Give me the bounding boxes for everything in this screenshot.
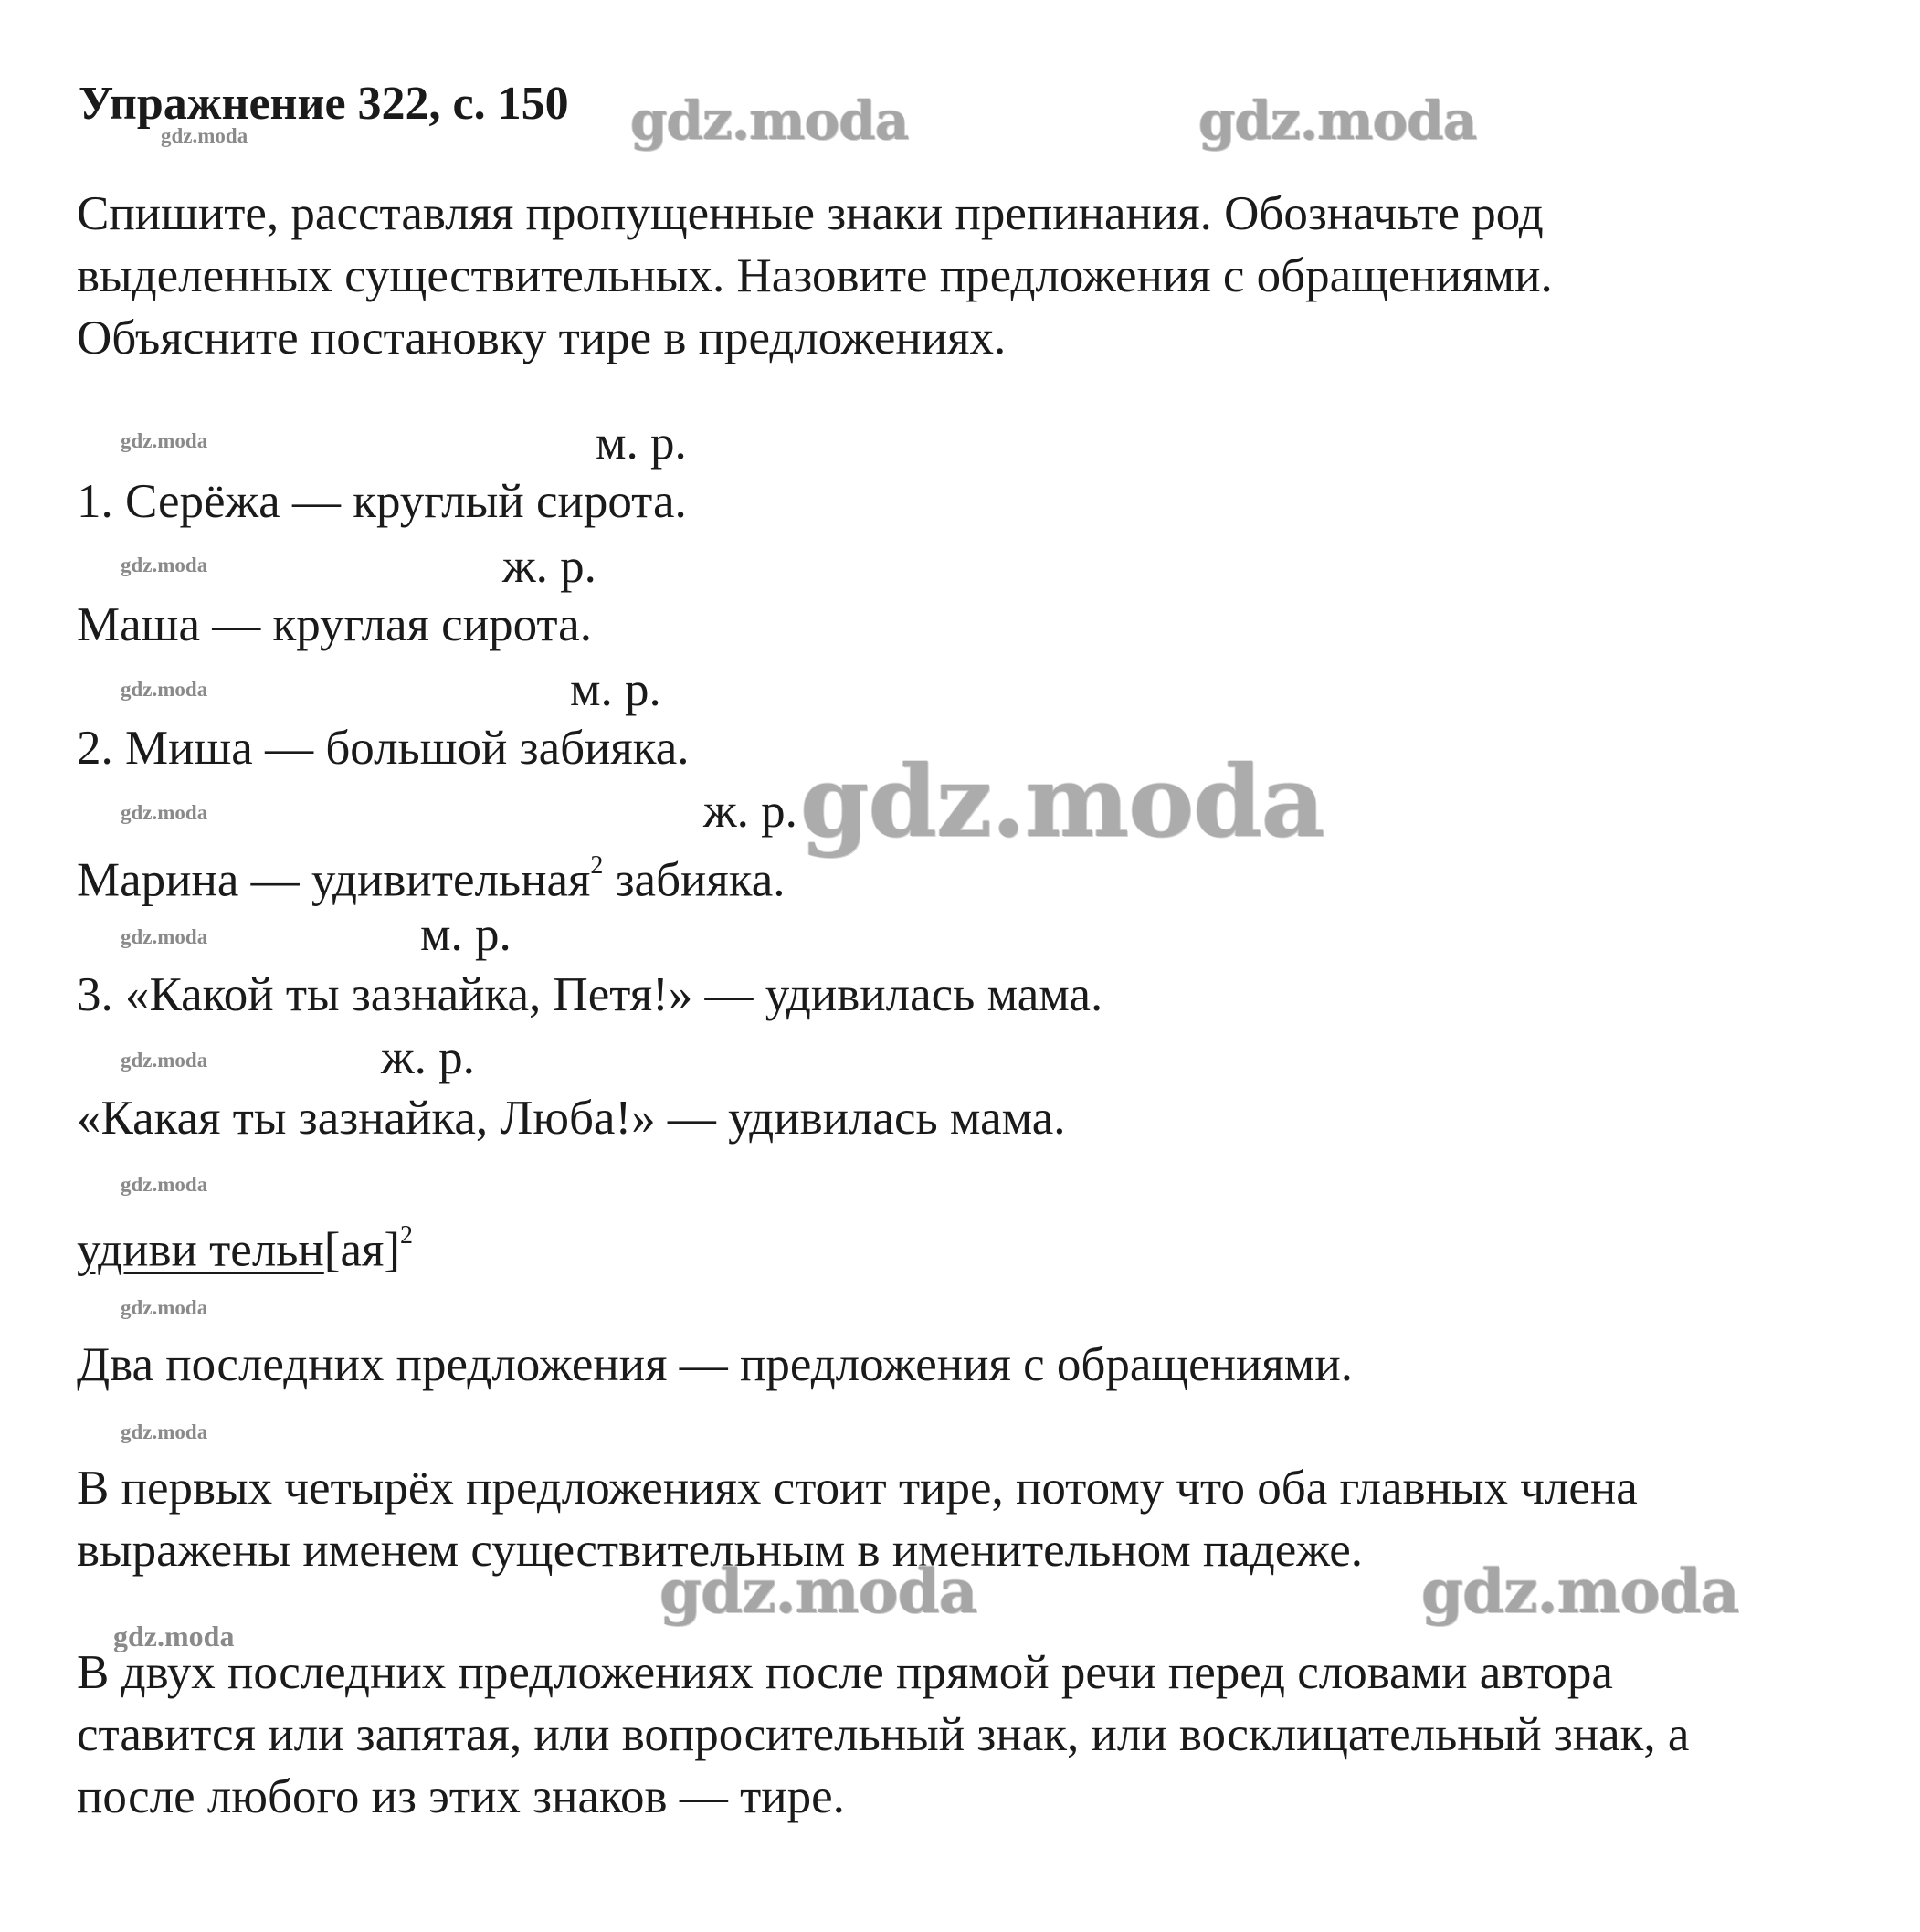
sentence: 3. «Какой ты зазнайка, Петя!» — удивилась мама.: [77, 968, 1103, 1021]
gender-label: ж. р.: [703, 785, 797, 838]
conclusion-speech-line: ставится или запятая, или вопросительный знак, или восклицательный знак, а: [77, 1708, 1690, 1761]
gender-label: ж. р.: [502, 540, 596, 593]
watermark-small: gdz.moda: [121, 554, 208, 576]
sentence: 1. Серёжа — круглый сирота.: [77, 475, 687, 528]
watermark-large: gdz.moda: [800, 744, 1324, 860]
gender-label: ж. р.: [381, 1031, 475, 1084]
watermark-small: gdz.moda: [121, 429, 208, 452]
conclusion-dash-line: В первых четырёх предложениях стоит тире, потому что оба главных члена: [77, 1462, 1638, 1515]
watermark-small: gdz.moda: [121, 1049, 208, 1072]
watermark-small: gdz.moda: [121, 1420, 208, 1443]
watermark-large: gdz.moda: [1421, 1556, 1739, 1627]
watermark-small: gdz.moda: [121, 1173, 208, 1196]
conclusion-address: Два последних предложения — предложения с обращениями.: [77, 1338, 1353, 1391]
word-analysis: удиви тельн[ая]$^2$: [77, 1221, 413, 1277]
watermark-small: gdz.moda: [113, 1620, 235, 1652]
watermark-small: gdz.moda: [121, 801, 208, 824]
watermark-small: gdz.moda: [161, 124, 248, 147]
watermark-small: gdz.moda: [121, 1296, 208, 1319]
sentence: Марина — удивительная$^2$ забияка.: [77, 851, 786, 907]
gender-label: м. р.: [420, 908, 512, 961]
sentence: 2. Миша — большой забияка.: [77, 722, 690, 775]
page-title: Упражнение 322, с. 150: [79, 78, 569, 130]
task-line-2: выделенных существительных. Назовите предложения с обращениями.: [77, 249, 1553, 302]
watermark-large: gdz.moda: [1198, 90, 1477, 152]
watermark-small: gdz.moda: [121, 925, 208, 948]
watermark-large: gdz.moda: [630, 90, 909, 152]
task-line-3: Объясните постановку тире в предложениях.: [77, 311, 1007, 364]
sentence: «Какая ты зазнайка, Люба!» — удивилась мама.: [77, 1092, 1066, 1145]
conclusion-speech-line: В двух последних предложениях после прямой речи перед словами автора: [77, 1646, 1613, 1699]
task-line-1: Спишите, расставляя пропущенные знаки препинания. Обозначьте род: [77, 187, 1544, 240]
watermark-large: gdz.moda: [659, 1556, 977, 1627]
watermark-small: gdz.moda: [121, 678, 208, 701]
gender-label: м. р.: [596, 417, 687, 470]
conclusion-speech-line: после любого из этих знаков — тире.: [77, 1770, 845, 1823]
conclusion-dash-line: выражены именем существительным в именительном падеже.: [77, 1524, 1363, 1577]
gender-label: м. р.: [570, 663, 661, 716]
sentence: Маша — круглая сирота.: [77, 598, 592, 651]
